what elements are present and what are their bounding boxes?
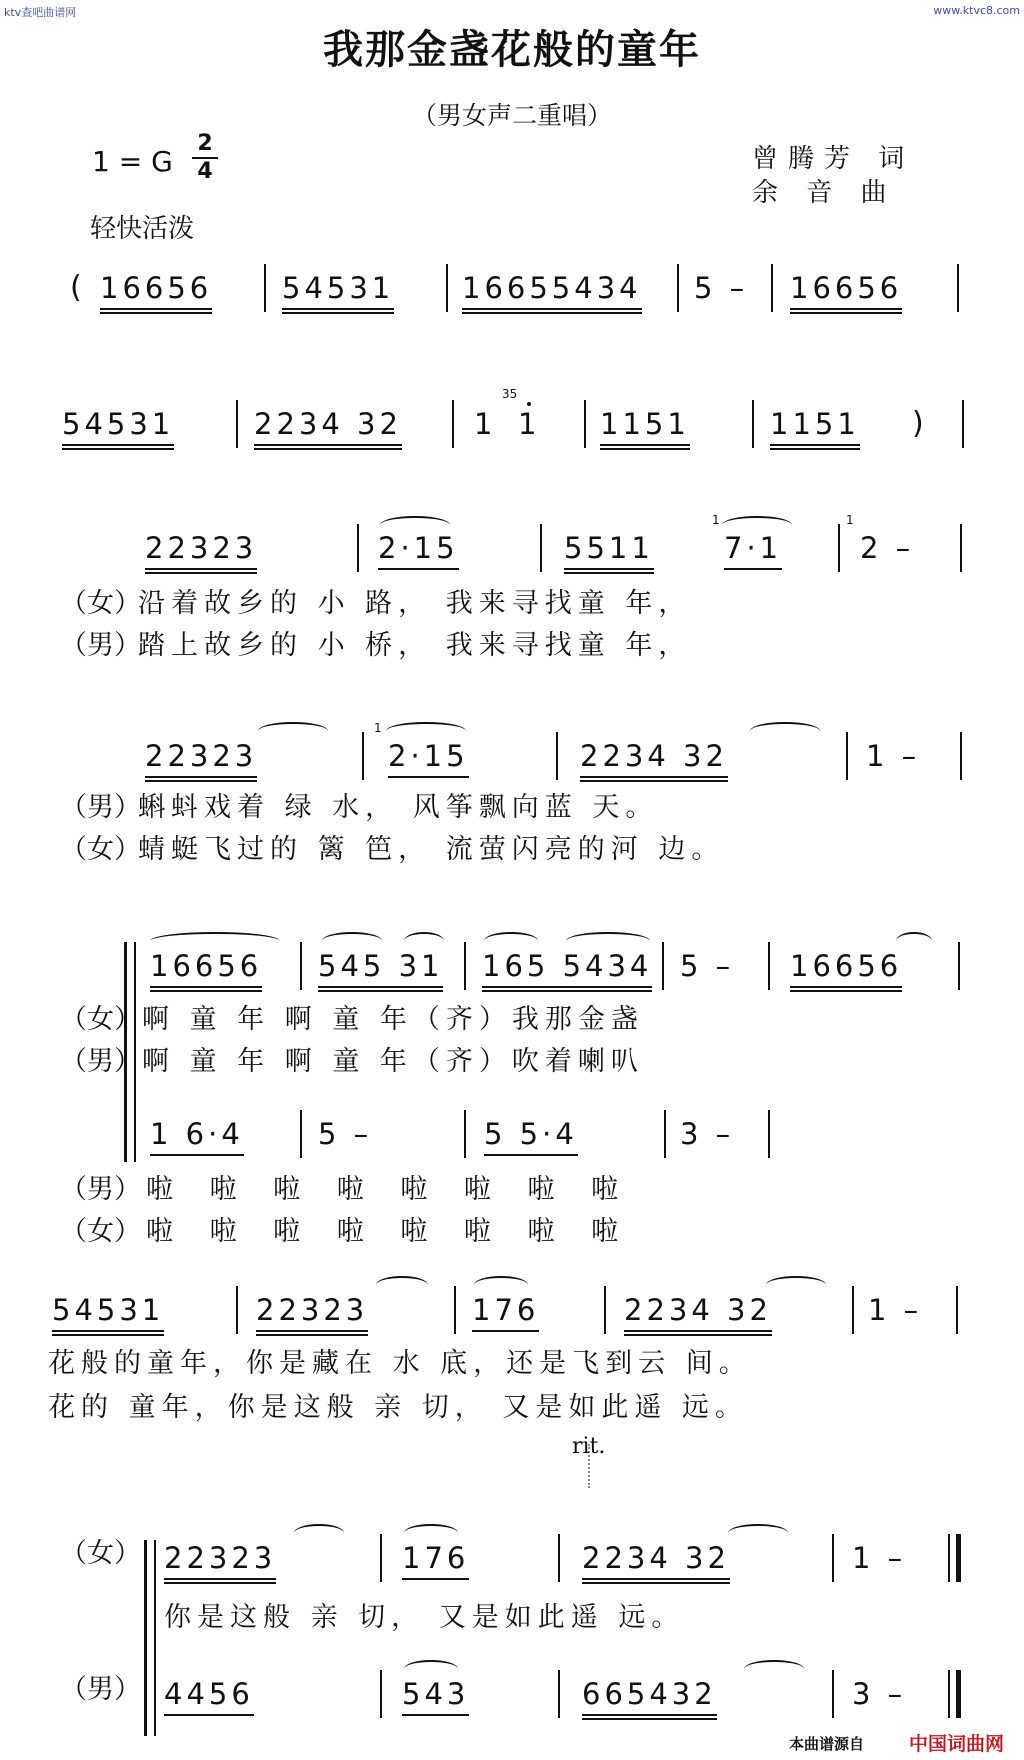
measure: 22323: [145, 530, 257, 574]
grace-note: 1: [374, 721, 382, 735]
measure: 2234 32: [254, 406, 402, 450]
lyric-line: [0, 586, 1024, 626]
lyric-text: 啊 童 年 啊 童 年（齐）我那金盏: [142, 1004, 644, 1035]
measure-high-one: 1: [518, 407, 541, 441]
close-paren: ): [912, 406, 924, 441]
singer-label: （女）: [60, 1216, 141, 1247]
measure: 5 –: [680, 949, 735, 983]
watermark-left: ktv查吧曲谱网: [4, 6, 77, 19]
lyric-text: 蜻蜓飞过的 篱 笆， 流萤闪亮的河 边。: [138, 834, 725, 865]
measure: 1 6·4: [150, 1116, 244, 1156]
lyric-line: [0, 1600, 1024, 1640]
singer-label: （女）: [60, 1538, 141, 1569]
lyric-line: [0, 628, 1024, 668]
measure: 1151: [770, 406, 860, 450]
chorus-low-staff: [0, 1116, 1024, 1176]
lyric-line: [0, 1346, 1024, 1386]
lyric-line: [0, 1044, 1024, 1084]
song-subtitle: （男女声二重唱）: [411, 101, 612, 130]
ritardando-marking: rit.: [572, 1434, 606, 1459]
measure: 54531: [62, 406, 174, 450]
measure: 176: [402, 1540, 469, 1580]
singer-label: （女）: [60, 1004, 141, 1035]
measure: 2234 32: [580, 738, 728, 782]
lyric-text: 沿着故乡的 小 路， 我来寻找童 年，: [138, 588, 692, 619]
lyric-line: [0, 1390, 1024, 1430]
measure: 5511: [564, 530, 654, 574]
singer-label: （男）: [60, 1046, 141, 1077]
singer-label: （男）: [60, 792, 141, 823]
measure: 665432: [582, 1676, 717, 1720]
intro-line-2: [0, 387, 1024, 466]
measure: 2234 32: [582, 1540, 730, 1584]
watermark-right: www.ktvc8.com: [933, 4, 1020, 17]
open-paren: (: [70, 270, 82, 305]
chorus-top-staff: [0, 948, 1024, 1008]
song-title: 我那金盏花般的童年: [323, 26, 701, 73]
singer-label: （女）: [60, 834, 141, 865]
measure: 2·15: [378, 530, 459, 570]
measure: 2 –: [860, 531, 915, 565]
singer-label: （女）: [60, 588, 141, 619]
measure: 16656: [100, 270, 212, 314]
measure: 2·15: [388, 738, 469, 778]
measure: 5 –: [694, 271, 749, 305]
lyric-text: 踏上故乡的 小 桥， 我来寻找童 年，: [138, 630, 692, 661]
time-bottom: 4: [197, 159, 213, 184]
lyric-line: [0, 1172, 1024, 1212]
measure: 22323: [164, 1540, 276, 1584]
measure: 5 5·4: [484, 1116, 578, 1156]
measure: 16655434: [462, 270, 642, 314]
lyric-text: 蝌蚪戏着 绿 水， 风筝飘向蓝 天。: [138, 792, 659, 823]
time-top: 2: [197, 131, 213, 156]
measure: 22323: [256, 1292, 368, 1336]
lyric-text: 你是这般 亲 切， 又是如此遥 远。: [164, 1602, 685, 1633]
lyricist-credit: 曾腾芳 词: [752, 144, 915, 174]
lyric-line: [0, 1214, 1024, 1254]
measure: 22323: [145, 738, 257, 782]
lyric-text: 花的 童年，你是这般 亲 切， 又是如此遥 远。: [48, 1392, 748, 1423]
measure: 7·1: [724, 530, 782, 570]
lyric-text: 啦 啦 啦 啦 啦 啦 啦 啦: [146, 1216, 633, 1247]
singer-label: （男）: [60, 1174, 141, 1205]
measure: 543: [402, 1676, 469, 1716]
measure: 4456: [164, 1676, 254, 1716]
grace-note: 1: [846, 513, 854, 527]
lyric-text: 啊 童 年 啊 童 年（齐）吹着喇叭: [142, 1046, 644, 1077]
measure: 5 –: [318, 1117, 373, 1151]
final-low-staff: [0, 1676, 1024, 1736]
lyric-text: 花般的童年，你是藏在 水 底，还是飞到云 间。: [48, 1348, 752, 1379]
verse-line-2: [0, 721, 1024, 798]
verse-line-1: [0, 513, 1024, 590]
measure: 165 5434: [482, 948, 652, 992]
singer-label: （男）: [60, 630, 141, 661]
measure: 3 –: [680, 1117, 735, 1151]
final-top-staff: [0, 1540, 1024, 1600]
measure: 16656: [790, 948, 902, 992]
measure: 176: [472, 1292, 539, 1332]
lyric-text: 啦 啦 啦 啦 啦 啦 啦 啦: [146, 1174, 633, 1205]
tempo-marking: 轻快活泼: [90, 214, 195, 244]
footer-source: 本曲谱源自: [788, 1735, 864, 1753]
measure: 16656: [150, 948, 262, 992]
measure: 1 –: [868, 1293, 923, 1327]
lyric-line: [0, 790, 1024, 830]
grace-note: 35: [502, 387, 518, 401]
after-chorus-line: [0, 1292, 1024, 1352]
measure: 2234 32: [624, 1292, 772, 1336]
measure: 16656: [790, 270, 902, 314]
lyric-line: [0, 1002, 1024, 1042]
intro-line-1: [0, 270, 1024, 330]
measure: 54531: [282, 270, 394, 314]
lyric-line: [0, 832, 1024, 872]
footer-site-logo[interactable]: 中国词曲网: [908, 1733, 1004, 1755]
singer-label: （男）: [60, 1674, 141, 1705]
time-signature: [192, 132, 218, 184]
measure: 54531: [52, 1292, 164, 1336]
measure: 3 –: [852, 1677, 907, 1711]
measure: 545 31: [318, 948, 443, 992]
measure: 1 –: [852, 1541, 907, 1575]
composer-credit: 余 音 曲: [752, 178, 897, 208]
measure: 1: [474, 407, 497, 441]
measure: 1 –: [866, 739, 921, 773]
grace-note: 1: [712, 513, 720, 527]
measure: 1151: [600, 406, 690, 450]
key-signature: 1 = G: [92, 145, 173, 178]
